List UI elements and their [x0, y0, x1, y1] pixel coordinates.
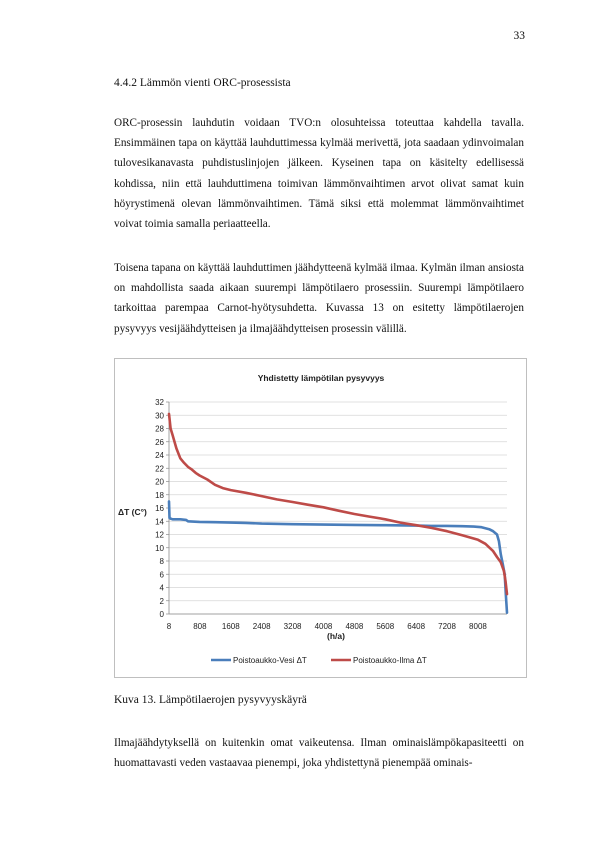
chart-grid: [169, 402, 507, 614]
x-tick-labels: [167, 622, 488, 631]
y-tick-label: 32: [155, 398, 164, 407]
chart-series: [169, 414, 507, 613]
y-tick-label: 6: [159, 570, 164, 580]
y-tick-label: 8: [159, 557, 164, 566]
paragraph-3: Ilmajäähdytyksellä on kuitenkin omat vaikeutensa. Ilman ominaislämpökapasiteetti on huomattavasti veden vastaavaa pienempi, joka yhdistettynä pienempää ominais-: [114, 737, 524, 770]
y-tick-label: 2: [159, 596, 164, 606]
y-tick-label: 24: [155, 451, 164, 460]
series-line-vesi: [169, 501, 507, 612]
paragraph-2: Toisena tapana on käyttää lauhduttimen jäähdytteenä kylmää ilmaa. Kylmän ilman ansiosta on mahdollista saada aikaan suurempi lämpötilaero prosessiin. Suurempi lämpötilaero tarkoittaa parempaa Carnot-hyötysuhdetta. Kuvassa 13 on esitetty lämpötilaerojen pysyvyys vesijäähdytteisen ja ilmajäähdytteisen prosessin välillä.: [114, 262, 524, 335]
y-tick-label: 26: [155, 437, 164, 447]
x-tick-label: 7208: [438, 622, 456, 631]
legend-label-vesi: Poistoaukko-Vesi ΔT: [233, 656, 307, 665]
x-tick-label: 6408: [407, 622, 426, 631]
paragraph-1: ORC-prosessin lauhdutin voidaan TVO:n olosuhteissa toteuttaa kahdella tavalla. Ensimmäinen tapa on käyttää lauhduttimessa kylmää merivettä, jota saadaan ydinvoimalan tulovesikanavasta puhdistuslinjojen jälkeen. Kyseinen tapa on käsitelty edellisessä kohdissa, niin että lauhduttimena toimivan lämmönvaihtimen arvot olivat samat kuin höyrystimenä olevan lämmönvaihtimen. Tämä siksi että molemmat lämmönvaihtimet voivat toimia samalla periaatteella.: [114, 117, 524, 231]
y-tick-label: 20: [155, 477, 164, 487]
chart-title: Yhdistetty lämpötilan pysyvyys: [257, 373, 385, 383]
x-tick-label: 808: [193, 622, 207, 631]
x-tick-label: 4008: [314, 622, 333, 631]
y-tick-label: 18: [155, 490, 164, 500]
duration-curve-chart: [115, 359, 526, 677]
section-heading: 4.4.2 Lämmön vienti ORC-prosessista: [114, 77, 291, 89]
series-line-ilma: [169, 414, 507, 594]
y-tick-label: 22: [155, 464, 164, 474]
x-tick-label: 5608: [376, 622, 395, 631]
y-tick-label: 28: [155, 424, 164, 434]
y-tick-label: 10: [155, 543, 164, 553]
page-number: 33: [513, 30, 525, 42]
x-tick-label: 1608: [221, 622, 240, 631]
x-axis-label: (h/a): [327, 631, 345, 641]
y-tick-label: 14: [155, 517, 164, 527]
chart-frame: [114, 358, 527, 678]
x-tick-label: 4808: [345, 622, 364, 631]
x-tick-label: 3208: [283, 622, 302, 631]
x-tick-label: 8008: [469, 622, 487, 631]
y-tick-label: 12: [155, 530, 164, 540]
x-tick-label: 2408: [252, 622, 271, 631]
x-tick-label: 8: [166, 622, 172, 631]
y-tick-label: 4: [159, 583, 164, 593]
y-axis-label: ΔT (C°): [118, 507, 147, 517]
y-tick-label: 16: [155, 504, 164, 513]
legend-label-ilma: Poistoaukko-Ilma ΔT: [353, 656, 427, 665]
y-tick-labels: [155, 398, 169, 619]
legend: [211, 656, 427, 665]
y-tick-label: 0: [159, 610, 164, 619]
y-tick-label: 30: [155, 411, 164, 421]
figure-caption: Kuva 13. Lämpötilaerojen pysyvyyskäyrä: [114, 694, 307, 706]
